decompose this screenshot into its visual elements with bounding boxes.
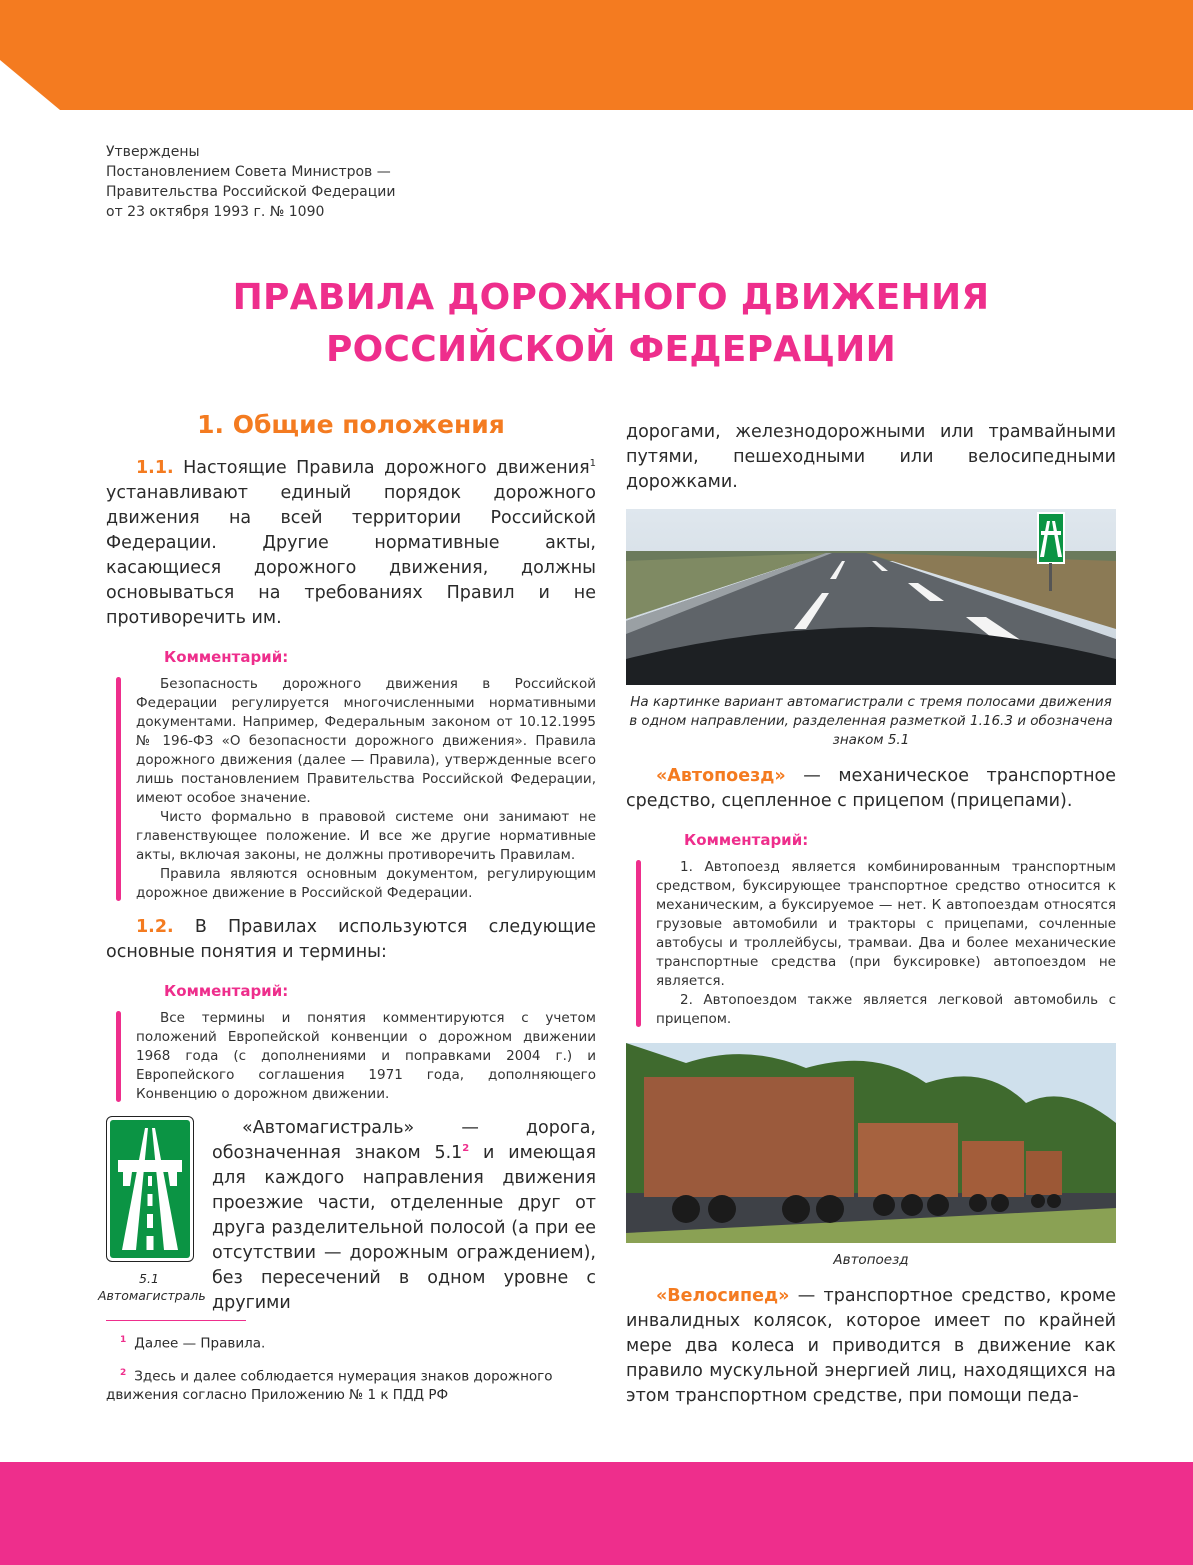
definition-text: — механическое транспортное средство, сцепленное с прицепом (прицепами). — [626, 766, 1116, 811]
road-train-photo-icon — [626, 1043, 1116, 1243]
continuation-text: дорогами, железнодорожными или трамвайными путями, пешеходными или велосипедными дорожками. — [626, 422, 1116, 492]
motorway-photo-icon — [626, 509, 1116, 685]
comment-bar — [636, 860, 641, 1027]
footnote-ref[interactable]: 1 — [589, 458, 596, 470]
sign-caption: 5.1 Автомагистраль — [98, 1271, 206, 1303]
page-title-line: ПРАВИЛА ДОРОЖНОГО ДВИЖЕНИЯ — [232, 277, 990, 318]
page-title — [0, 272, 1193, 376]
left-column — [98, 410, 597, 1405]
page-title-line: РОССИЙСКОЙ ФЕДЕРАЦИИ — [325, 329, 897, 370]
term: «Автопоезд» — [656, 766, 786, 786]
footnote-text: Здесь и далее соблюдается нумерация знаков дорожного движения согласно Приложению № 1 к ПДД РФ — [106, 1368, 553, 1403]
paragraph-text: устанавливают единый порядок дорожного движения на всей территории Российской Федерации. Другие нормативные акты, касающиеся дорожного движения, должны основываться на требованиях Правил и не противоречить им. — [106, 483, 596, 628]
paragraph-number: 1.2. — [136, 917, 174, 937]
footnote-number: 1 — [120, 1335, 127, 1345]
right-column — [626, 420, 1116, 1409]
term: «Велосипед» — [656, 1286, 790, 1306]
comment-bar — [116, 677, 121, 901]
comment-paragraph: 2. Автопоездом также является легковой автомобиль с прицепом. — [656, 992, 1116, 1027]
comment-text — [656, 858, 1116, 1029]
definition-text: — дорога, обозначенная знаком 5.1 — [212, 1118, 596, 1163]
road-train-definition — [626, 764, 1116, 814]
approval-line: от 23 октября 1993 г. № 1090 — [106, 204, 325, 220]
approval-block — [106, 142, 395, 222]
photo-caption: Автопоезд — [833, 1252, 909, 1268]
footnote-text: Далее — Правила. — [134, 1335, 266, 1352]
footnote — [106, 1364, 596, 1406]
top-orange-band — [0, 0, 1193, 110]
section-heading: 1. Общие положения — [197, 410, 505, 439]
comment-text — [136, 1009, 596, 1104]
comment-text — [136, 675, 596, 903]
motorway-definition-text — [212, 1116, 596, 1316]
approval-line: Утверждены — [106, 144, 200, 160]
approval-line: Правительства Российской Федерации — [106, 184, 396, 200]
term: «Автомагистраль» — [242, 1118, 415, 1138]
definition-text: — транспортное средство, кроме инвалидных колясок, которое имеет по крайней мере два колеса и приводится в движение как правило мускульной энергией лиц, находящихся на этом транспортном средстве, при помощи педа- — [626, 1286, 1116, 1406]
comment-paragraph: Правила являются основным документом, регулирующим дорожное движение в Российской Федерации. — [136, 866, 596, 901]
bottom-pink-band — [0, 1462, 1193, 1565]
comment-paragraph: Чисто формально в правовой системе они занимают не главенствующее положение. И все же другие нормативные акты, включая законы, не должны противоречить Правилам. — [136, 809, 596, 863]
paragraph-number: 1.1. — [136, 458, 174, 478]
footnote — [106, 1331, 596, 1354]
footnote-ref[interactable]: 2 — [462, 1143, 470, 1155]
footnote-divider — [106, 1320, 246, 1321]
paragraph-1-1 — [106, 456, 596, 631]
paragraph-text: В Правилах используются следующие основные понятия и термины: — [106, 917, 596, 962]
comment-paragraph: Все термины и понятия комментируются с учетом положений Европейской конвенции о дорожном движении 1968 года (с дополнениями и поправками 2004 г.) и Европейского соглашения 1971 года, дополняющего Конвенцию о дорожном движении. — [136, 1010, 596, 1102]
paragraph-text: Настоящие Правила дорожного движения — [173, 458, 590, 478]
motorway-definition — [98, 1116, 597, 1313]
comment-title: Комментарий: — [684, 831, 809, 849]
comment-block — [106, 647, 596, 903]
comment-bar — [116, 1011, 121, 1102]
definition-text: и имеющая для каждого направления движения проезжие части, отделенные друг от друга разделительной полосой (а при ее отсутствии — дорожным ограждением), без пересечений в одном уровне с другими — [212, 1143, 597, 1313]
footnote-number: 2 — [120, 1367, 127, 1378]
comment-title: Комментарий: — [164, 982, 289, 1000]
comment-paragraph: 1. Автопоезд является комбинированным транспортным средством, буксирующее транспортное средство относится к механическим, а буксируемое — нет. К автопоездам относятся грузовые автомобили и тракторы с прицепами, сочленные автобусы и троллейбусы, трамваи. Два и более механические транспортные средства (при буксировке) автопоездом не является. — [656, 859, 1116, 989]
motorway-sign-graphic — [110, 1120, 190, 1258]
bicycle-definition — [626, 1284, 1116, 1409]
photo-caption: На картинке вариант автомагистрали с тремя полосами движения в одном направлении, разделенная разметкой 1.16.3 и обозначена знаком 5.1 — [629, 694, 1113, 748]
comment-block — [626, 830, 1116, 1029]
approval-line: Постановлением Совета Министров — — [106, 164, 391, 180]
comment-paragraph: Безопасность дорожного движения в Российской Федерации регулируется многочисленными нормативными документами. Например, Федеральным законом от 10.12.1995 № 196-ФЗ «О безопасности дорожного движения». Правила дорожного движения (далее — Правила), утвержденные всего лишь постановлением Правительства Российской Федерации, имеют особое значение. — [136, 676, 596, 806]
comment-title: Комментарий: — [164, 648, 289, 666]
paragraph-1-2 — [106, 915, 596, 965]
motorway-sign-5-1-icon — [106, 1116, 194, 1262]
comment-block — [106, 981, 596, 1104]
